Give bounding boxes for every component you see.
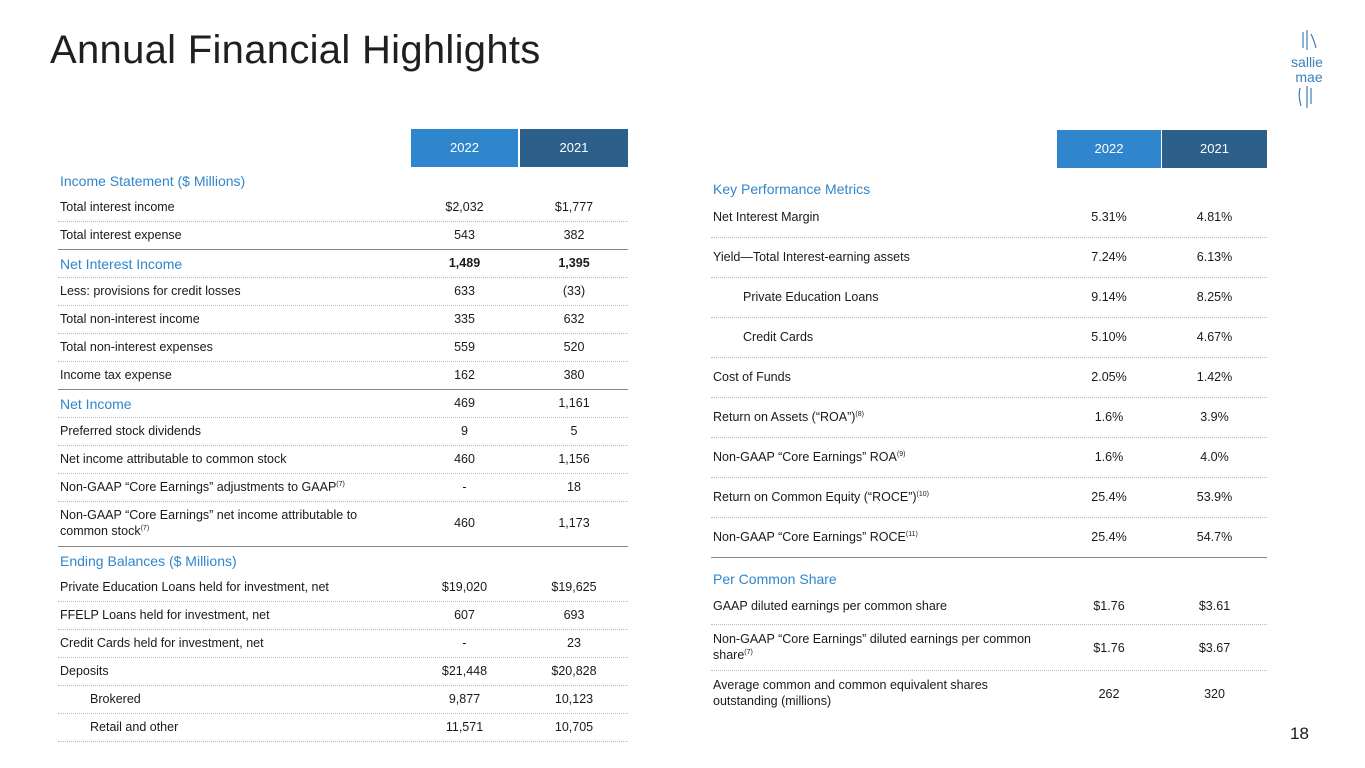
- table-row: Return on Common Equity (“ROCE”)$^{(10)}$ 25.4% 53.9%: [711, 478, 1267, 518]
- performance-metrics-table: [711, 130, 1267, 716]
- table-row: Average common and common equivalent shares outstanding (millions) 262 320: [713, 678, 1225, 708]
- page-title: Annual Financial Highlights: [50, 28, 541, 72]
- header-2021: 2021: [520, 129, 628, 167]
- table-row: Brokered 9,877 10,123: [58, 686, 628, 714]
- table-row: Non-GAAP “Core Earnings” ROA$^{(9)}$ 1.6% 4.0%: [711, 438, 1267, 478]
- logo-text-mae: mae: [1295, 69, 1323, 85]
- table-row: Income tax expense 162 380: [58, 362, 628, 390]
- table-row: Credit Cards held for investment, net - 23: [58, 630, 628, 658]
- table-row: Deposits $21,448 $20,828: [58, 658, 628, 686]
- table-row: Non-GAAP “Core Earnings” ROCE$^{(11)}$ 25.4% 54.7%: [711, 518, 1267, 558]
- page-number: 18: [1290, 724, 1309, 743]
- table-row: Total interest expense 543 382: [58, 222, 628, 250]
- section-income-statement: Income Statement ($ Millions): [60, 173, 246, 189]
- table-row: Non-GAAP “Core Earnings” net income attributable to common stock$^{(7)}$ 460 1,173: [58, 502, 628, 547]
- table-row: Cost of Funds 2.05% 1.42%: [711, 358, 1267, 398]
- table-row: Credit Cards 5.10% 4.67%: [711, 318, 1267, 358]
- table-row: FFELP Loans held for investment, net 607 693: [58, 602, 628, 630]
- table-header: [711, 130, 1267, 168]
- table-row: Net income attributable to common stock 460 1,156: [58, 446, 628, 474]
- table-row: Non-GAAP “Core Earnings” diluted earnings per common share$^{(7)}$ $1.76 $3.67: [711, 625, 1267, 671]
- table-row: Yield—Total Interest-earning assets 7.24% 6.13%: [711, 238, 1267, 278]
- section-per-common-share: Per Common Share: [713, 571, 837, 587]
- table-row: Return on Assets (“ROA”)$^{(8)}$ 1.6% 3.9%: [711, 398, 1267, 438]
- table-row: Total interest income $2,032 $1,777: [58, 194, 628, 222]
- table-row: Private Education Loans 9.14% 8.25%: [711, 278, 1267, 318]
- section-ending-balances: Ending Balances ($ Millions): [60, 553, 237, 569]
- header-2022: 2022: [1057, 130, 1161, 168]
- table-row: Non-GAAP “Core Earnings” adjustments to GAAP$^{(7)}$ - 18: [58, 474, 628, 502]
- header-2022: 2022: [411, 129, 518, 167]
- section-key-performance-metrics: Key Performance Metrics: [713, 181, 871, 197]
- header-2021: 2021: [1162, 130, 1267, 168]
- table-row: Preferred stock dividends 9 5: [58, 418, 628, 446]
- income-balances-table: [58, 129, 628, 742]
- table-header: [58, 129, 628, 167]
- sallie-mae-logo: [1276, 30, 1338, 110]
- table-row: Less: provisions for credit losses 633 (33): [58, 278, 628, 306]
- table-row: Total non-interest expenses 559 520: [58, 334, 628, 362]
- table-row: Retail and other 11,571 10,705: [58, 714, 628, 742]
- table-row: Private Education Loans held for investment, net $19,020 $19,625: [58, 574, 628, 602]
- table-row: GAAP diluted earnings per common share $1.76 $3.61: [711, 588, 1267, 625]
- table-row: Net Interest Margin 5.31% 4.81%: [711, 198, 1267, 238]
- table-row-net-interest-income: Net Interest Income 1,489 1,395: [58, 250, 628, 278]
- table-row-net-income: Net Income 469 1,161: [58, 390, 628, 418]
- logo-text-sallie: sallie: [1291, 54, 1323, 70]
- table-row: Total non-interest income 335 632: [58, 306, 628, 334]
